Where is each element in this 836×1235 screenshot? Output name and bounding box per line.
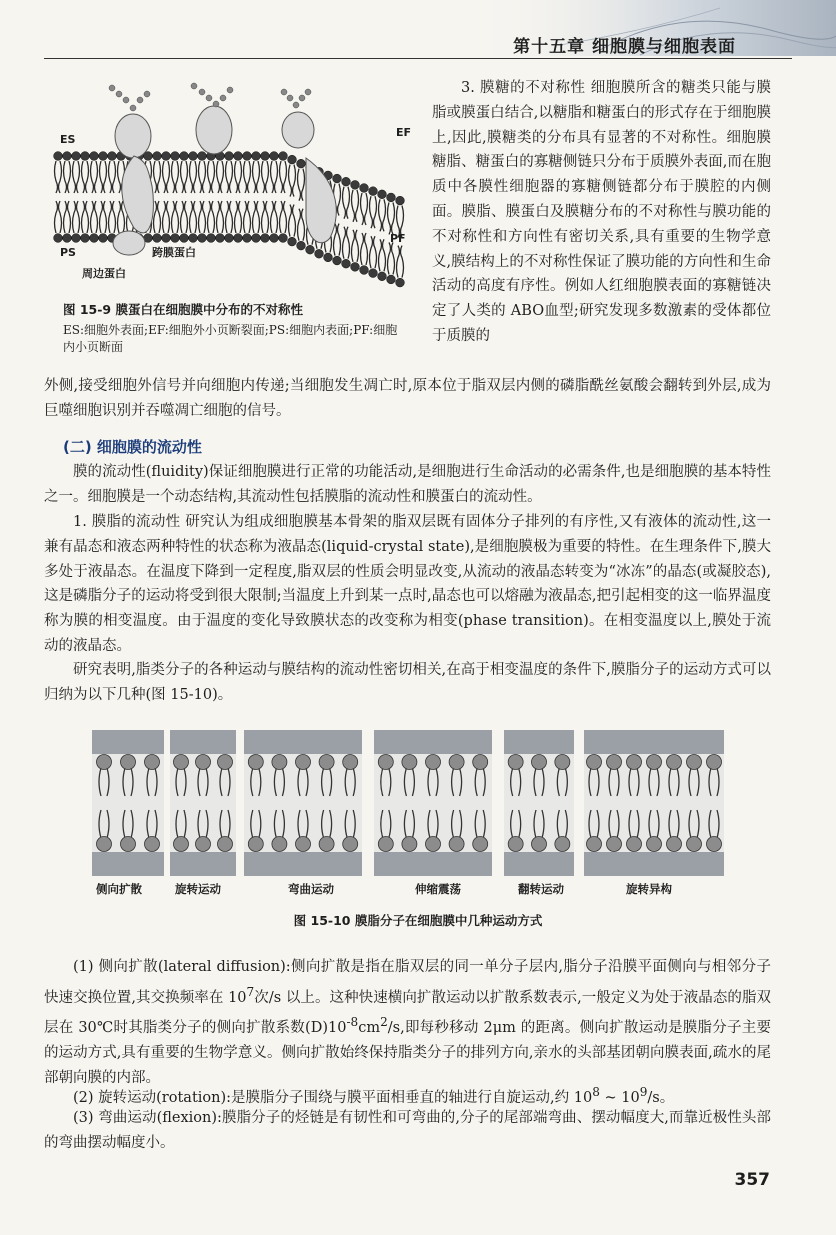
figure-15-10-caption: 图 15-10 膜脂分子在细胞膜中几种运动方式 <box>293 913 543 928</box>
label-ps: PS <box>60 246 76 259</box>
text-lipid-fluidity: 1. 膜脂的流动性 研究认为组成细胞膜基本骨架的脂双层既有固体分子排列的有序性,又有液体的流动性,这一兼有晶态和液态两种特性的状态称为液晶态(liquid-crystal state),是细胞膜极为重要的特性。在生理条件下,膜大多处于液晶态。在温度下降到一定程度,脂双层的性质会明显改变,从流动的液晶态转变为“冰冻”的晶态(或凝胶态),这是磷脂分子的运动将受到很大限制;当温度上升到某一点时,晶态也可以熔融为液晶态,把引起相变的这一临界温度称为膜的相变温度。由于温度的变化导致膜状态的改变称为相变(phase transition)。在相变温度以上,膜处于流动的液晶态。 <box>44 514 771 654</box>
text-continuation: 外侧,接受细胞外信号并向细胞内传递;当细胞发生凋亡时,原本位于脂双层内侧的磷脂酰丝氨酸会翻转到外层,成为巨噬细胞识别并吞噬凋亡细胞的信号。 <box>44 378 771 419</box>
figure-15-9-note: ES:细胞外表面;EF:细胞外小页断裂面;PS:细胞内表面;PF:细胞内小页断面 <box>63 323 398 354</box>
lipid-motion-diagram <box>92 730 732 876</box>
label-es: ES <box>60 133 76 146</box>
panel-label-oscillation: 伸缩震荡 <box>415 882 461 896</box>
text-research: 研究表明,脂类分子的各种运动与膜结构的流动性密切相关,在高于相变温度的条件下,膜脂分子的运动方式可以归纳为以下几种(图 15-10)。 <box>44 662 771 703</box>
figure-15-9-caption: 图 15-9 膜蛋白在细胞膜中分布的不对称性 <box>63 302 303 317</box>
panel-label-rotation: 旋转运动 <box>175 882 221 896</box>
membrane-protein-diagram <box>44 78 420 296</box>
label-ef: EF <box>396 126 412 139</box>
text-fluidity: 膜的流动性(fluidity)保证细胞膜进行正常的功能活动,是细胞进行生命活动的必需条件,也是细胞膜的基本特性之一。细胞膜是一个动态结构,其流动性包括膜脂的流动性和膜蛋白的流动性。 <box>44 464 771 505</box>
panel-label-flexion: 弯曲运动 <box>288 882 334 896</box>
section-heading-fluidity: (二) 细胞膜的流动性 <box>63 438 202 456</box>
label-peripheral-protein: 周边蛋白 <box>82 267 126 280</box>
panel-label-isomer: 旋转异构 <box>626 882 672 896</box>
page-number: 357 <box>734 1170 770 1190</box>
panel-label-flipflop: 翻转运动 <box>518 882 564 896</box>
label-pf: PF <box>390 232 406 245</box>
panel-label-lateral: 侧向扩散 <box>96 882 142 896</box>
chapter-title: 第十五章 细胞膜与细胞表面 <box>513 37 736 57</box>
text-lateral-diffusion: (1) 侧向扩散(lateral diffusion):侧向扩散是指在脂双层的同一单分子层内,脂分子沿膜平面侧向与相邻分子快速交换位置,其交换频率在 $10^7$次/s 以上。这种快速横向扩散运动以扩散系数表示,一般定义为处于液晶态的脂双层在 30℃时其脂类分子的侧向扩散系数$(D)10^{-8}cm^2/s$,即每秒移动 2μm 的距离。侧向扩散运动是膜脂分子主要的运动方式,具有重要的生物学意义。侧向扩散始终保持脂类分子的排列方向,亲水的头部基团朝向膜表面,疏水的尾部朝向膜的内部。 <box>44 959 772 1086</box>
text-rotation: (2) 旋转运动(rotation):是膜脂分子围绕与膜平面相垂直的轴进行自旋运动,约 $10^8$ ~ $10^9/s$。 <box>73 1085 675 1106</box>
text-sugar-asymmetry: 3. 膜糖的不对称性 细胞膜所含的糖类只能与膜脂或膜蛋白结合,以糖脂和糖蛋白的形式存在于细胞膜上,因此,膜糖类的分布具有显著的不对称性。细胞膜糖脂、糖蛋白的寡糖侧链只分布于质膜外表面,而在胞质中各膜性细胞器的寡糖侧链都分布于膜腔的内侧面。膜脂、膜蛋白及膜糖分布的不对称性与膜功能的不对称性和方向性有密切关系,具有重要的生物学意义,膜结构上的不对称性保证了膜功能的方向性和生命活动的高度有序性。例如人红细胞膜表面的寡糖链决定了人类的 ABO血型;研究发现多数激素的受体都位于质膜的 <box>432 80 771 344</box>
text-flexion: (3) 弯曲运动(flexion):膜脂分子的烃链是有韧性和可弯曲的,分子的尾部端弯曲、摆动幅度大,而靠近极性头部的弯曲摆动幅度小。 <box>44 1110 771 1151</box>
header-rule <box>44 58 792 59</box>
label-transmembrane-protein: 跨膜蛋白 <box>152 246 196 259</box>
